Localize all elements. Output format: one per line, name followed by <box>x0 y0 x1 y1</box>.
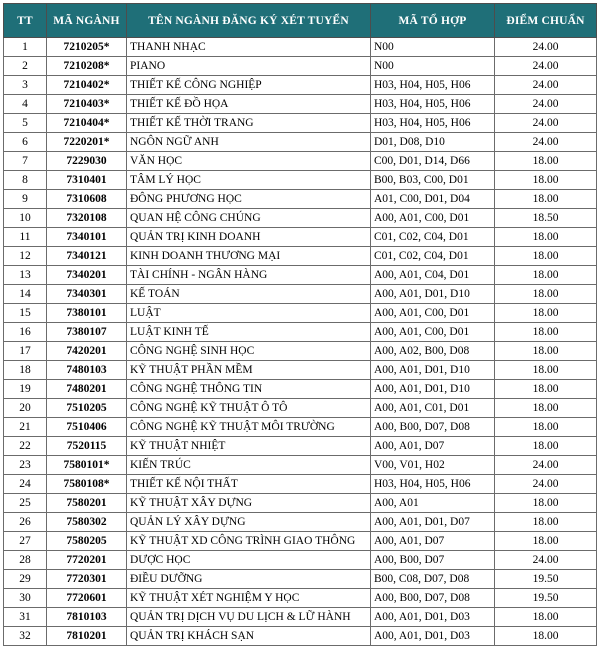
row-index-cell: 18 <box>4 361 47 380</box>
major-name-cell: KỸ THUẬT PHẦN MỀM <box>127 361 371 380</box>
major-name-cell: LUẬT KINH TẾ <box>127 323 371 342</box>
header-combination-code: MÃ TỔ HỢP <box>371 4 495 38</box>
major-name-cell: PIANO <box>127 57 371 76</box>
row-index-cell: 27 <box>4 532 47 551</box>
combination-code-cell: H03, H04, H05, H06 <box>371 95 495 114</box>
major-name-cell: TÀI CHÍNH - NGÂN HÀNG <box>127 266 371 285</box>
benchmark-score-cell: 18.00 <box>495 513 597 532</box>
combination-code-cell: A00, A01, C00, D01 <box>371 209 495 228</box>
benchmark-score-cell: 18.00 <box>495 228 597 247</box>
table-row <box>4 323 597 342</box>
major-name-cell: QUẢN LÝ XÂY DỰNG <box>127 513 371 532</box>
benchmark-score-cell: 24.00 <box>495 551 597 570</box>
major-name-cell: THIẾT KẾ CÔNG NGHIỆP <box>127 76 371 95</box>
major-code-cell: 7720601 <box>47 589 127 608</box>
table-row <box>4 437 597 456</box>
major-code-cell: 7580101* <box>47 456 127 475</box>
header-major-code: MÃ NGÀNH <box>47 4 127 38</box>
table-row <box>4 532 597 551</box>
major-code-cell: 7380101 <box>47 304 127 323</box>
benchmark-score-cell: 24.00 <box>495 57 597 76</box>
benchmark-score-cell: 18.00 <box>495 323 597 342</box>
major-code-cell: 7580302 <box>47 513 127 532</box>
major-name-cell: KỸ THUẬT XÉT NGHIỆM Y HỌC <box>127 589 371 608</box>
row-index-cell: 19 <box>4 380 47 399</box>
major-code-cell: 7810201 <box>47 627 127 646</box>
major-name-cell: LUẬT <box>127 304 371 323</box>
row-index-cell: 1 <box>4 38 47 57</box>
table-row <box>4 95 597 114</box>
major-name-cell: KỸ THUẬT XD CÔNG TRÌNH GIAO THÔNG <box>127 532 371 551</box>
major-code-cell: 7380107 <box>47 323 127 342</box>
row-index-cell: 24 <box>4 475 47 494</box>
combination-code-cell: A00, A02, B00, D08 <box>371 342 495 361</box>
row-index-cell: 5 <box>4 114 47 133</box>
major-code-cell: 7720201 <box>47 551 127 570</box>
table-row <box>4 114 597 133</box>
major-name-cell: KINH DOANH THƯƠNG MẠI <box>127 247 371 266</box>
benchmark-score-cell: 18.00 <box>495 608 597 627</box>
major-code-cell: 7229030 <box>47 152 127 171</box>
table-row <box>4 475 597 494</box>
combination-code-cell: A00, A01, D01, D03 <box>371 627 495 646</box>
benchmark-score-cell: 18.00 <box>495 627 597 646</box>
table-row <box>4 399 597 418</box>
combination-code-cell: A00, A01, D01, D03 <box>371 608 495 627</box>
major-code-cell: 7480103 <box>47 361 127 380</box>
benchmark-score-cell: 18.00 <box>495 418 597 437</box>
table-row <box>4 133 597 152</box>
table-row <box>4 570 597 589</box>
major-name-cell: CÔNG NGHỆ KỸ THUẬT Ô TÔ <box>127 399 371 418</box>
table-row <box>4 608 597 627</box>
combination-code-cell: H03, H04, H05, H06 <box>371 114 495 133</box>
major-code-cell: 7340301 <box>47 285 127 304</box>
row-index-cell: 4 <box>4 95 47 114</box>
row-index-cell: 32 <box>4 627 47 646</box>
row-index-cell: 13 <box>4 266 47 285</box>
major-name-cell: NGÔN NGỮ ANH <box>127 133 371 152</box>
benchmark-score-cell: 18.00 <box>495 171 597 190</box>
row-index-cell: 25 <box>4 494 47 513</box>
table-row <box>4 247 597 266</box>
benchmark-score-cell: 18.50 <box>495 209 597 228</box>
combination-code-cell: A00, A01, D01, D10 <box>371 285 495 304</box>
benchmark-score-cell: 18.00 <box>495 266 597 285</box>
row-index-cell: 29 <box>4 570 47 589</box>
table-row <box>4 152 597 171</box>
combination-code-cell: N00 <box>371 38 495 57</box>
major-code-cell: 7340201 <box>47 266 127 285</box>
row-index-cell: 26 <box>4 513 47 532</box>
combination-code-cell: D01, D08, D10 <box>371 133 495 152</box>
combination-code-cell: H03, H04, H05, H06 <box>371 475 495 494</box>
row-index-cell: 7 <box>4 152 47 171</box>
combination-code-cell: B00, B03, C00, D01 <box>371 171 495 190</box>
benchmark-score-cell: 24.00 <box>495 38 597 57</box>
benchmark-score-cell: 24.00 <box>495 456 597 475</box>
header-major-name: TÊN NGÀNH ĐĂNG KÝ XÉT TUYỂN <box>127 4 371 38</box>
major-name-cell: DƯỢC HỌC <box>127 551 371 570</box>
combination-code-cell: C00, D01, D14, D66 <box>371 152 495 171</box>
major-name-cell: QUẢN TRỊ KHÁCH SẠN <box>127 627 371 646</box>
benchmark-score-cell: 18.00 <box>495 380 597 399</box>
row-index-cell: 9 <box>4 190 47 209</box>
major-name-cell: CÔNG NGHỆ SINH HỌC <box>127 342 371 361</box>
combination-code-cell: A00, A01, C00, D01 <box>371 323 495 342</box>
major-code-cell: 7810103 <box>47 608 127 627</box>
major-code-cell: 7340121 <box>47 247 127 266</box>
table-row <box>4 589 597 608</box>
major-code-cell: 7580205 <box>47 532 127 551</box>
major-name-cell: THIẾT KẾ ĐỒ HỌA <box>127 95 371 114</box>
row-index-cell: 11 <box>4 228 47 247</box>
major-code-cell: 7310608 <box>47 190 127 209</box>
major-code-cell: 7580201 <box>47 494 127 513</box>
combination-code-cell: A00, A01, D07 <box>371 532 495 551</box>
major-name-cell: TÂM LÝ HỌC <box>127 171 371 190</box>
benchmark-score-cell: 18.00 <box>495 437 597 456</box>
row-index-cell: 8 <box>4 171 47 190</box>
combination-code-cell: A00, A01, D01, D10 <box>371 380 495 399</box>
table-row <box>4 266 597 285</box>
table-row <box>4 76 597 95</box>
table-row <box>4 38 597 57</box>
combination-code-cell: C01, C02, C04, D01 <box>371 228 495 247</box>
major-code-cell: 7580108* <box>47 475 127 494</box>
row-index-cell: 28 <box>4 551 47 570</box>
table-row <box>4 627 597 646</box>
row-index-cell: 30 <box>4 589 47 608</box>
major-name-cell: ĐÔNG PHƯƠNG HỌC <box>127 190 371 209</box>
row-index-cell: 31 <box>4 608 47 627</box>
major-code-cell: 7310401 <box>47 171 127 190</box>
combination-code-cell: A00, A01, D01, D07 <box>371 513 495 532</box>
admission-scores-table <box>3 3 597 646</box>
benchmark-score-cell: 24.00 <box>495 133 597 152</box>
major-code-cell: 7210205* <box>47 38 127 57</box>
major-code-cell: 7220201* <box>47 133 127 152</box>
benchmark-score-cell: 18.00 <box>495 494 597 513</box>
benchmark-score-cell: 18.00 <box>495 285 597 304</box>
table-row <box>4 228 597 247</box>
table-row <box>4 171 597 190</box>
major-code-cell: 7210404* <box>47 114 127 133</box>
table-row <box>4 551 597 570</box>
benchmark-score-cell: 18.00 <box>495 190 597 209</box>
major-name-cell: ĐIỀU DƯỠNG <box>127 570 371 589</box>
row-index-cell: 21 <box>4 418 47 437</box>
table-row <box>4 418 597 437</box>
row-index-cell: 14 <box>4 285 47 304</box>
major-code-cell: 7210208* <box>47 57 127 76</box>
row-index-cell: 10 <box>4 209 47 228</box>
benchmark-score-cell: 24.00 <box>495 475 597 494</box>
major-code-cell: 7210403* <box>47 95 127 114</box>
major-name-cell: KỸ THUẬT NHIỆT <box>127 437 371 456</box>
table-row <box>4 513 597 532</box>
combination-code-cell: A00, B00, D07, D08 <box>371 589 495 608</box>
table-row <box>4 190 597 209</box>
major-code-cell: 7510406 <box>47 418 127 437</box>
major-code-cell: 7520115 <box>47 437 127 456</box>
row-index-cell: 3 <box>4 76 47 95</box>
major-code-cell: 7210402* <box>47 76 127 95</box>
benchmark-score-cell: 18.00 <box>495 152 597 171</box>
benchmark-score-cell: 18.00 <box>495 342 597 361</box>
major-name-cell: KẾ TOÁN <box>127 285 371 304</box>
combination-code-cell: A00, A01, C00, D01 <box>371 304 495 323</box>
major-name-cell: QUẢN TRỊ DỊCH VỤ DU LỊCH & LỮ HÀNH <box>127 608 371 627</box>
benchmark-score-cell: 18.00 <box>495 532 597 551</box>
benchmark-score-cell: 24.00 <box>495 76 597 95</box>
benchmark-score-cell: 19.50 <box>495 570 597 589</box>
row-index-cell: 22 <box>4 437 47 456</box>
combination-code-cell: N00 <box>371 57 495 76</box>
major-code-cell: 7340101 <box>47 228 127 247</box>
major-name-cell: CÔNG NGHỆ THÔNG TIN <box>127 380 371 399</box>
row-index-cell: 12 <box>4 247 47 266</box>
major-name-cell: CÔNG NGHỆ KỸ THUẬT MÔI TRƯỜNG <box>127 418 371 437</box>
table-row <box>4 380 597 399</box>
combination-code-cell: A00, A01, C04, D01 <box>371 266 495 285</box>
benchmark-score-cell: 19.50 <box>495 589 597 608</box>
combination-code-cell: H03, H04, H05, H06 <box>371 76 495 95</box>
table-row <box>4 209 597 228</box>
benchmark-score-cell: 24.00 <box>495 114 597 133</box>
combination-code-cell: A00, A01, D07 <box>371 437 495 456</box>
benchmark-score-cell: 18.00 <box>495 361 597 380</box>
row-index-cell: 15 <box>4 304 47 323</box>
combination-code-cell: A00, A01, C01, D01 <box>371 399 495 418</box>
table-row <box>4 361 597 380</box>
combination-code-cell: C01, C02, C04, D01 <box>371 247 495 266</box>
header-tt: TT <box>4 4 47 38</box>
row-index-cell: 17 <box>4 342 47 361</box>
table-row <box>4 456 597 475</box>
major-code-cell: 7510205 <box>47 399 127 418</box>
table-row <box>4 304 597 323</box>
major-name-cell: THANH NHẠC <box>127 38 371 57</box>
major-code-cell: 7480201 <box>47 380 127 399</box>
header-benchmark-score: ĐIỂM CHUẨN <box>495 4 597 38</box>
row-index-cell: 23 <box>4 456 47 475</box>
major-code-cell: 7420201 <box>47 342 127 361</box>
table-header <box>4 4 597 38</box>
combination-code-cell: V00, V01, H02 <box>371 456 495 475</box>
major-name-cell: THIẾT KẾ NỘI THẤT <box>127 475 371 494</box>
table-row <box>4 342 597 361</box>
major-name-cell: QUAN HỆ CÔNG CHÚNG <box>127 209 371 228</box>
combination-code-cell: A00, A01 <box>371 494 495 513</box>
table-body <box>4 38 597 646</box>
major-name-cell: KIẾN TRÚC <box>127 456 371 475</box>
major-name-cell: VĂN HỌC <box>127 152 371 171</box>
benchmark-score-cell: 18.00 <box>495 247 597 266</box>
benchmark-score-cell: 24.00 <box>495 95 597 114</box>
combination-code-cell: A00, B00, D07, D08 <box>371 418 495 437</box>
major-name-cell: THIẾT KẾ THỜI TRANG <box>127 114 371 133</box>
major-code-cell: 7320108 <box>47 209 127 228</box>
table-row <box>4 285 597 304</box>
major-name-cell: KỸ THUẬT XÂY DỰNG <box>127 494 371 513</box>
table-row <box>4 494 597 513</box>
combination-code-cell: A00, A01, D01, D10 <box>371 361 495 380</box>
combination-code-cell: B00, C08, D07, D08 <box>371 570 495 589</box>
combination-code-cell: A00, B00, D07 <box>371 551 495 570</box>
row-index-cell: 2 <box>4 57 47 76</box>
table-row <box>4 57 597 76</box>
benchmark-score-cell: 18.00 <box>495 304 597 323</box>
row-index-cell: 20 <box>4 399 47 418</box>
header-row <box>4 4 597 38</box>
benchmark-score-cell: 18.00 <box>495 399 597 418</box>
major-name-cell: QUẢN TRỊ KINH DOANH <box>127 228 371 247</box>
row-index-cell: 6 <box>4 133 47 152</box>
combination-code-cell: A01, C00, D01, D04 <box>371 190 495 209</box>
major-code-cell: 7720301 <box>47 570 127 589</box>
row-index-cell: 16 <box>4 323 47 342</box>
